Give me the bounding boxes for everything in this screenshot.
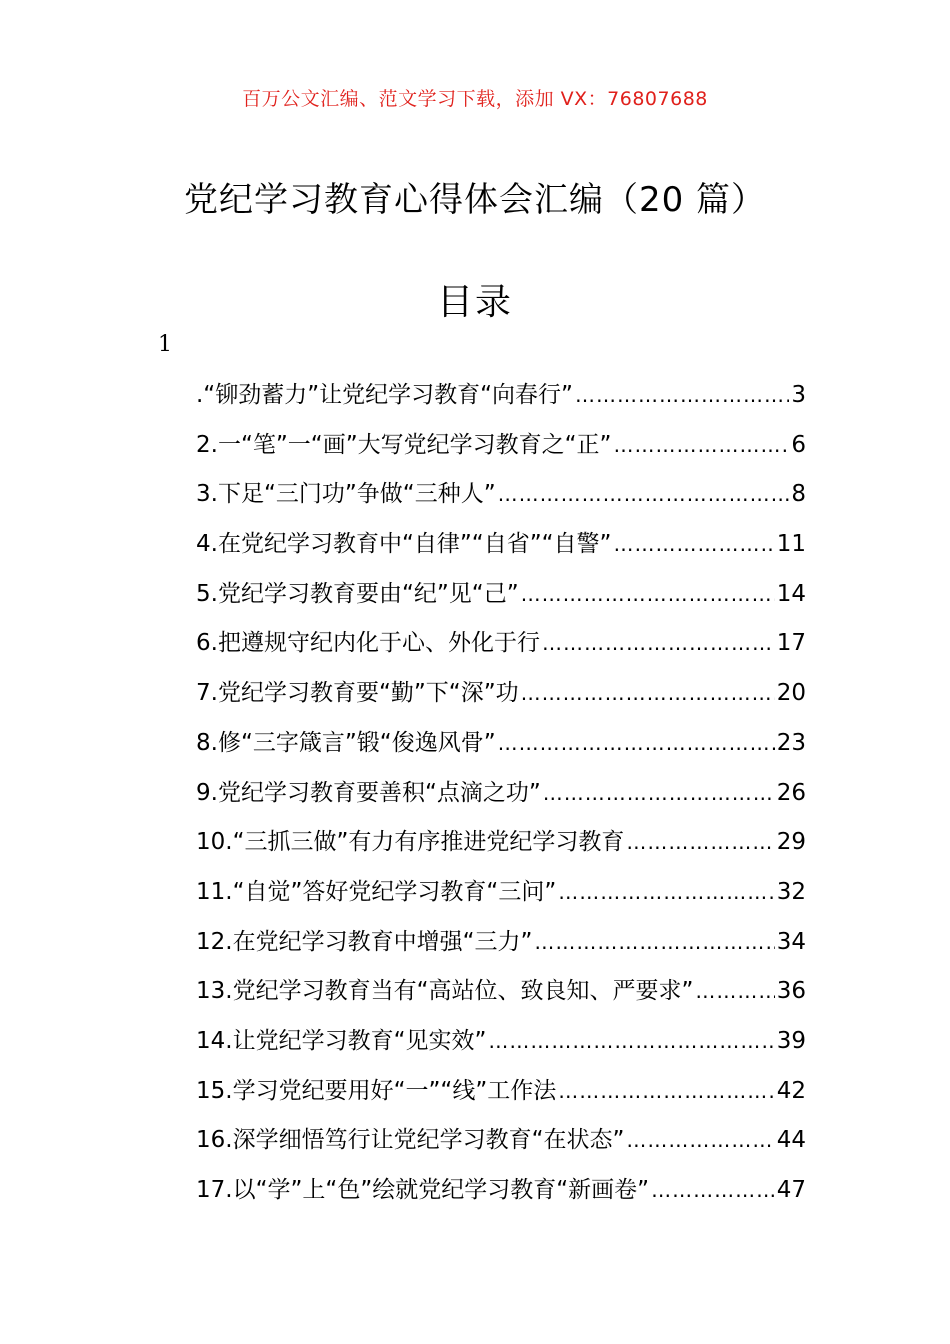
toc-entry-title: .“铆劲蓄力”让党纪学习教育“向春行” (196, 382, 573, 408)
toc-entry-page: 32 (776, 878, 806, 905)
toc-entry-page: 17 (776, 630, 806, 657)
toc-entry-title: 17.以“学”上“色”绘就党纪学习教育“新画卷” (196, 1177, 650, 1203)
toc-leader-dots (488, 1029, 774, 1053)
toc-entry-page: 3 (791, 382, 806, 408)
toc-entry-2[interactable] (196, 426, 806, 476)
toc-leader-dots (534, 930, 774, 954)
toc-heading: 目录 (436, 282, 513, 323)
page-marker: 1 (158, 332, 172, 357)
toc-entry-title: 6.把遵规守纪内化于心、外化于行 (196, 630, 540, 657)
toc-entry-page: 34 (776, 928, 806, 955)
toc-entry-15[interactable] (196, 1072, 806, 1122)
toc-entry-title: 13.党纪学习教育当有“高站位、致良知、严要求” (196, 978, 694, 1005)
toc-entry-title: 3.下足“三门功”争做“三种人” (196, 481, 496, 508)
toc-entry-4[interactable] (196, 525, 806, 575)
toc-entry-16[interactable] (196, 1121, 806, 1171)
table-of-contents (196, 376, 806, 1221)
toc-leader-dots (626, 830, 774, 854)
toc-entry-8[interactable] (196, 724, 806, 774)
toc-entry-page: 11 (776, 531, 806, 558)
toc-leader-dots (575, 383, 789, 407)
toc-leader-dots (558, 880, 774, 904)
toc-entry-17[interactable] (196, 1171, 806, 1221)
toc-entry-page: 36 (776, 978, 806, 1005)
download-banner: 百万公文汇编、范文学习下载，添加 VX：76807688 (242, 88, 708, 110)
toc-entry-title: 5.党纪学习教育要由“纪”见“己” (196, 580, 519, 607)
toc-leader-dots (613, 433, 789, 457)
toc-entry-9[interactable] (196, 774, 806, 824)
toc-leader-dots (543, 781, 775, 805)
document-title: 党纪学习教育心得体会汇编（20 篇） (183, 180, 767, 220)
toc-entry-title: 10.“三抓三做”有力有序推进党纪学习教育 (196, 829, 625, 856)
toc-leader-dots (521, 681, 775, 705)
toc-entry-page: 6 (791, 431, 806, 458)
toc-entry-title: 7.党纪学习教育要“勤”下“深”功 (196, 680, 519, 707)
toc-entry-12[interactable] (196, 923, 806, 973)
toc-entry-title: 8.修“三字箴言”锻“俊逸风骨” (196, 729, 496, 756)
toc-leader-dots (542, 631, 775, 655)
toc-entry-10[interactable] (196, 823, 806, 873)
toc-entry-1[interactable] (196, 376, 806, 426)
toc-leader-dots (651, 1178, 775, 1202)
toc-entry-page: 23 (776, 729, 806, 756)
toc-entry-title: 12.在党纪学习教育中增强“三力” (196, 928, 533, 955)
toc-entry-13[interactable] (196, 972, 806, 1022)
toc-entry-page: 8 (791, 481, 806, 508)
toc-entry-page: 42 (776, 1077, 806, 1104)
toc-entry-title: 2.一“笔”一“画”大写党纪学习教育之“正” (196, 431, 612, 458)
toc-entry-14[interactable] (196, 1022, 806, 1072)
toc-leader-dots (498, 482, 790, 506)
toc-entry-title: 9.党纪学习教育要善积“点滴之功” (196, 779, 541, 806)
toc-leader-dots (498, 731, 775, 755)
toc-entry-title: 14.让党纪学习教育“见实效” (196, 1027, 487, 1054)
toc-entry-title: 15.学习党纪要用好“一”“线”工作法 (196, 1077, 557, 1104)
toc-leader-dots (521, 582, 775, 606)
toc-leader-dots (695, 979, 774, 1003)
toc-leader-dots (558, 1079, 774, 1103)
toc-entry-11[interactable] (196, 873, 806, 923)
toc-leader-dots (613, 532, 774, 556)
toc-entry-title: 16.深学细悟笃行让党纪学习教育“在状态” (196, 1127, 625, 1154)
toc-entry-page: 29 (776, 829, 806, 856)
toc-entry-6[interactable] (196, 624, 806, 674)
toc-entry-page: 14 (776, 580, 806, 607)
toc-entry-title: 4.在党纪学习教育中“自律”“自省”“自警” (196, 531, 612, 558)
toc-entry-page: 47 (776, 1177, 806, 1203)
toc-entry-page: 44 (776, 1127, 806, 1154)
toc-entry-5[interactable] (196, 575, 806, 625)
toc-entry-3[interactable] (196, 475, 806, 525)
toc-leader-dots (626, 1128, 774, 1152)
toc-entry-page: 26 (776, 779, 806, 806)
toc-entry-page: 20 (776, 680, 806, 707)
toc-entry-7[interactable] (196, 674, 806, 724)
toc-entry-title: 11.“自觉”答好党纪学习教育“三问” (196, 878, 557, 905)
toc-entry-page: 39 (776, 1027, 806, 1054)
